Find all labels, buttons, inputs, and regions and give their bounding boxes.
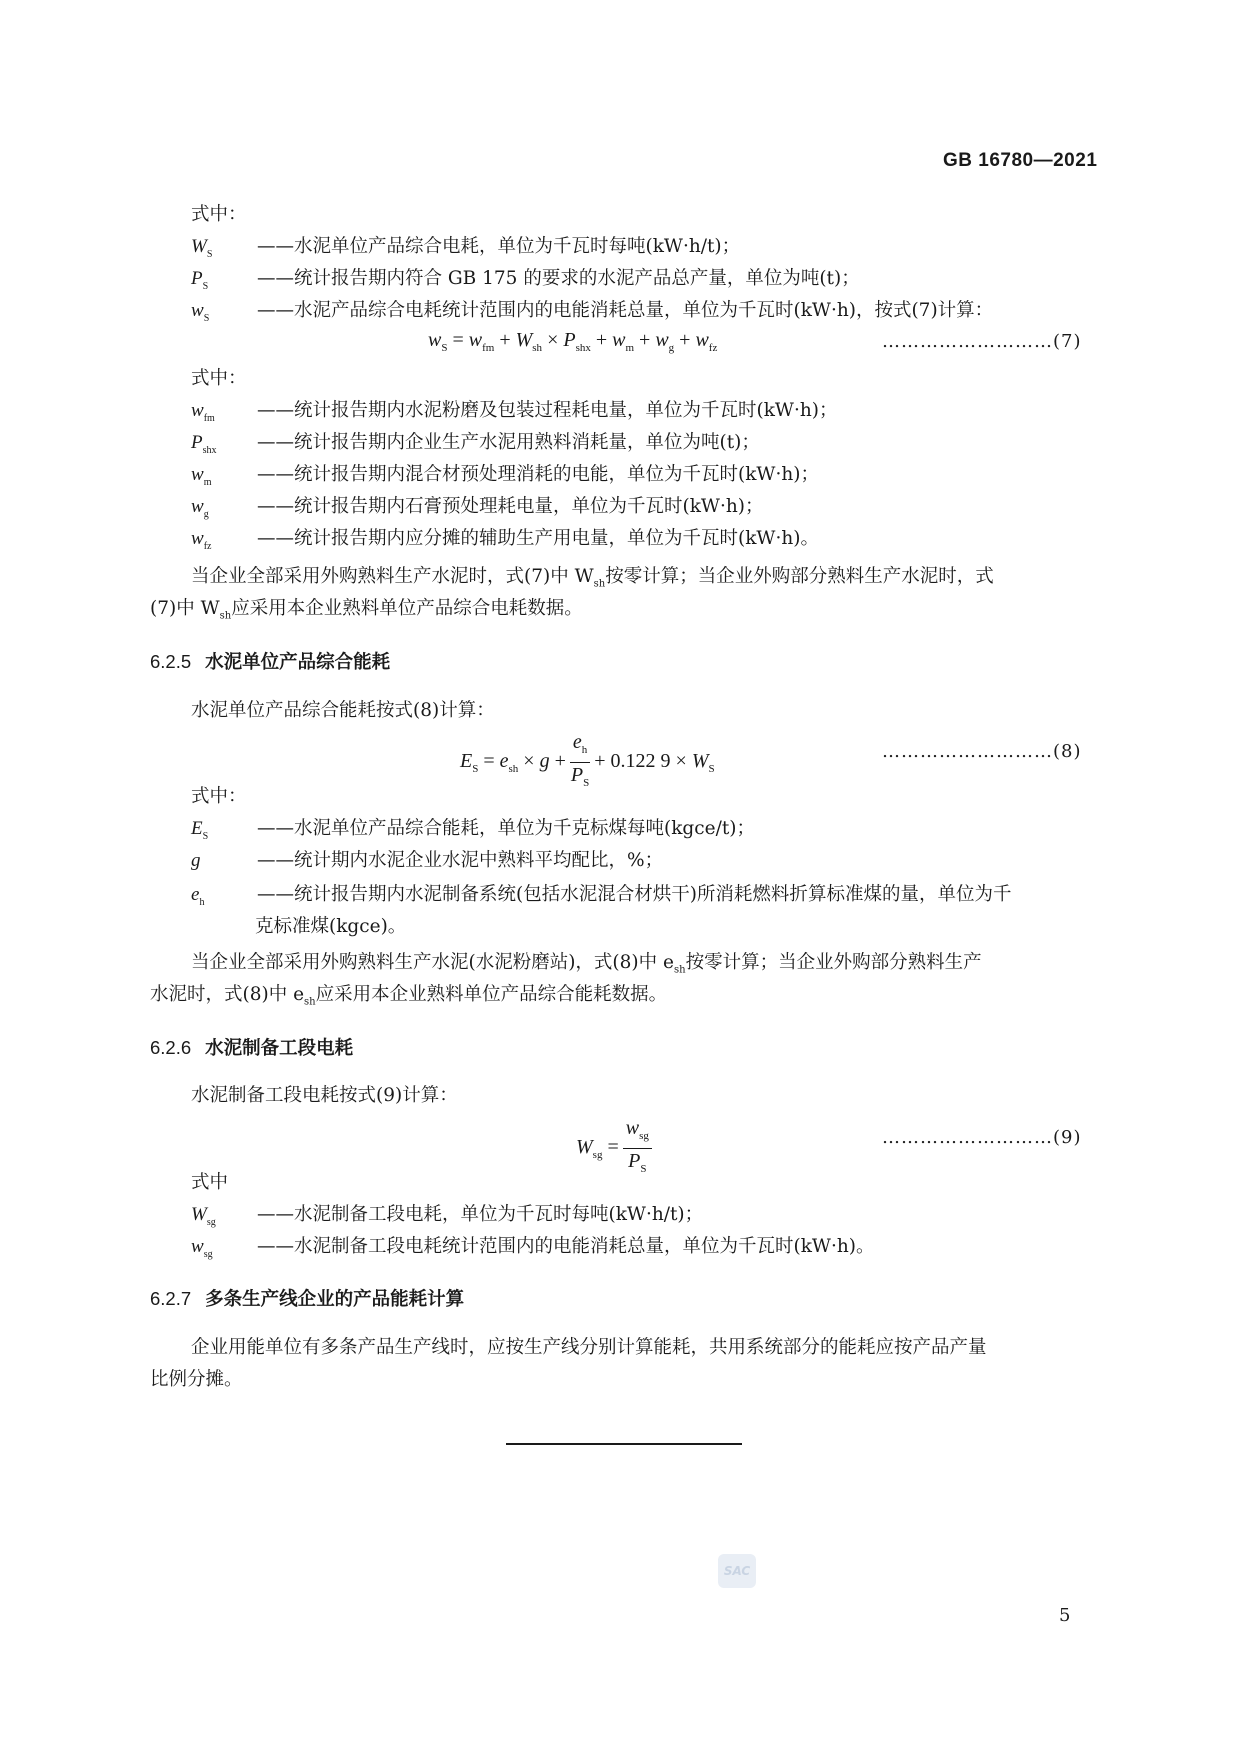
definition-g: g ——统计期内水泥企业水泥中熟料平均配比，%； — [191, 850, 664, 871]
equation-9: $W_{sg}$ = $\frac{w_{sg}}{P_S}$ — [576, 1116, 656, 1181]
standard-code: GB 16780—2021 — [943, 150, 1098, 171]
definition-ws-lower: $w_S$ ——水泥产品综合电耗统计范围内的电能消耗总量，单位为千瓦时(kW·h)，按式(7)计算： — [191, 300, 994, 324]
note-paragraph: 当企业全部采用外购熟料生产水泥时，式(7)中 $W_{sh}$按零计算；当企业外购部分熟料生产水泥时，式 — [191, 566, 994, 590]
section-heading-627: 6.2.7 多条生产线企业的产品能耗计算 — [150, 1288, 465, 1309]
equation-9-number: ………………………(9) — [882, 1127, 1082, 1148]
definition-wsg-lower: $w_{sg}$ ——水泥制备工段电耗统计范围内的电能消耗总量，单位为千瓦时(kW·h)。 — [191, 1236, 875, 1260]
where-label: 式中： — [191, 786, 247, 807]
definition-eh: $e_h$ ——统计报告期内水泥制备系统(包括水泥混合材烘干)所消耗燃料折算标准煤的量，单位为千 — [191, 884, 1012, 908]
definition-es: $E_S$ ——水泥单位产品综合能耗，单位为千克标煤每吨(kgce/t)； — [191, 818, 755, 842]
section-intro: 水泥制备工段电耗按式(9)计算： — [191, 1085, 458, 1106]
note-paragraph-cont: (7)中 $W_{sh}$应采用本企业熟料单位产品综合电耗数据。 — [150, 598, 583, 622]
equation-7: $w_S = w_{fm} + W_{sh} \times P_{shx} + w_m + w_g + w_{fz}$ — [428, 329, 718, 354]
sac-watermark-logo: SAC — [718, 1554, 756, 1588]
definition-eh-cont: 克标准煤(kgce)。 — [255, 916, 407, 937]
definition-wfm: $w_{fm}$ ——统计报告期内水泥粉磨及包装过程耗电量，单位为千瓦时(kW·h)； — [191, 400, 838, 424]
page-number: 5 — [1059, 1605, 1071, 1626]
section-intro: 水泥单位产品综合能耗按式(8)计算： — [191, 700, 495, 721]
paragraph: 企业用能单位有多条产品生产线时，应按生产线分别计算能耗，共用系统部分的能耗应按产品产量 — [191, 1337, 987, 1358]
note-paragraph: 当企业全部采用外购熟料生产水泥(水泥粉磨站)，式(8)中 $e_{sh}$按零计算；当企业外购部分熟料生产 — [191, 952, 982, 976]
equation-8: $E_S = e_{sh} \times g$ + $\frac{e_h}{P_S}$ + 0.122 $9 \times W_S$ — [460, 731, 715, 789]
definition-ps: $P_S$ ——统计报告期内符合 GB 175 的要求的水泥产品总产量，单位为吨(t)； — [191, 268, 860, 292]
equation-7-number: ………………………(7) — [882, 331, 1082, 352]
end-rule — [506, 1443, 742, 1445]
section-heading-626: 6.2.6 水泥制备工段电耗 — [150, 1037, 354, 1058]
section-heading-625: 6.2.5 水泥单位产品综合能耗 — [150, 651, 391, 672]
definition-wsg: $W_{sg}$ ——水泥制备工段电耗，单位为千瓦时每吨(kW·h/t)； — [191, 1204, 704, 1228]
where-label: 式中 — [191, 1172, 229, 1193]
definition-ws: $W_S$ ——水泥单位产品综合电耗，单位为千瓦时每吨(kW·h/t)； — [191, 236, 741, 260]
equation-8-number: ………………………(8) — [882, 741, 1082, 762]
where-label: 式中： — [191, 368, 247, 389]
definition-wm: $w_m$ ——统计报告期内混合材预处理消耗的电能，单位为千瓦时(kW·h)； — [191, 464, 819, 488]
paragraph-cont: 比例分摊。 — [150, 1369, 243, 1390]
note-paragraph-cont: 水泥时，式(8)中 $e_{sh}$应采用本企业熟料单位产品综合能耗数据。 — [150, 984, 668, 1008]
definition-pshx: $P_{shx}$ ——统计报告期内企业生产水泥用熟料消耗量，单位为吨(t)； — [191, 432, 760, 456]
definition-wg: $w_g$ ——统计报告期内石膏预处理耗电量，单位为千瓦时(kW·h)； — [191, 496, 764, 520]
definition-wfz: $w_{fz}$ ——统计报告期内应分摊的辅助生产用电量，单位为千瓦时(kW·h)。 — [191, 528, 819, 552]
where-label: 式中： — [191, 204, 247, 225]
